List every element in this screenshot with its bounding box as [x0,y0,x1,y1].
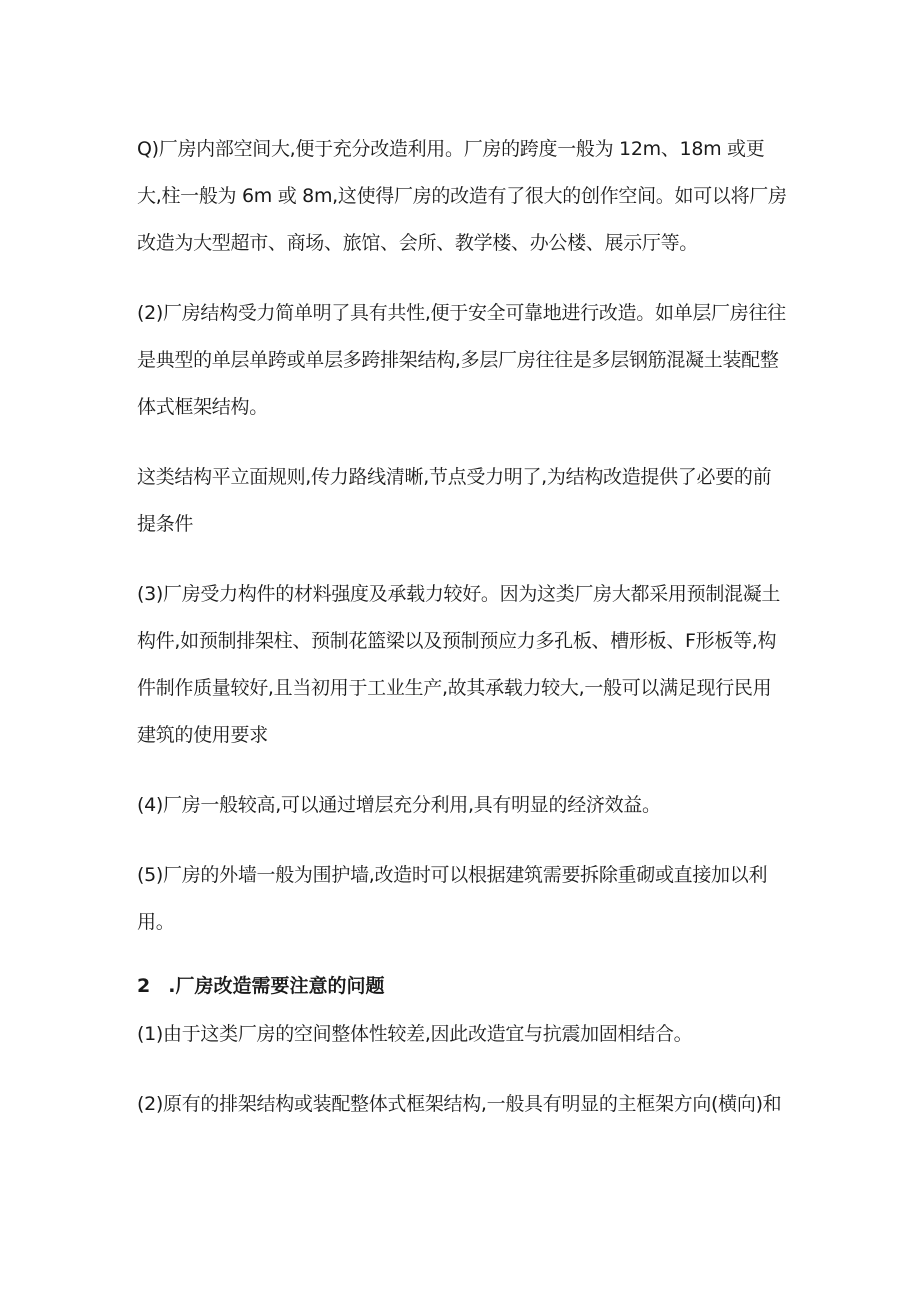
paragraph-frame-direction: (2)原有的排架结构或装配整体式框架结构,一般具有明显的主框架方向(横向)和 [137,1093,782,1115]
document-page [137,126,787,1151]
section-heading [137,963,787,1010]
paragraph-structure-regular: 这类结构平立面规则,传力路线清晰,节点受力明了,为结构改造提供了必要的前提条件 [137,466,772,535]
section-title: .厂房改造需要注意的问题 [168,975,385,997]
paragraph-structure-simple: (2)厂房结构受力简单明了具有共性,便于安全可靠地进行改造。如单层厂房往往是典型的单层单跨或单层多跨排架结构,多层厂房往往是多层钢筋混凝土装配整体式框架结构。 [137,302,786,418]
paragraph-height-advantage: (4)厂房一般较高,可以通过增层充分利用,具有明显的经济效益。 [137,794,661,816]
section-number: 2 [137,975,151,997]
paragraph-material-strength: (3)厂房受力构件的材料强度及承载力较好。因为这类厂房大都采用预制混凝土构件,如预制排架柱、预制花篮梁以及预制预应力多孔板、槽形板、F形板等,构件制作质量较好,且当初用于工业生产,故其承载力较大,一般可以满足现行民用建筑的使用要求 [137,583,781,746]
paragraph-spatial-advantage: Q)厂房内部空间大,便于充分改造利用。厂房的跨度一般为 12m、18m 或更大,柱一般为 6m 或 8m,这使得厂房的改造有了很大的创作空间。如可以将厂房改造为大型超市、商场、旅馆、会所、教学楼、办公楼、展示厅等。 [137,138,787,254]
paragraph-seismic-reinforcement: (1)由于这类厂房的空间整体性较差,因此改造宜与抗震加固相结合。 [137,1023,693,1045]
paragraph-exterior-wall: (5)厂房的外墙一般为围护墙,改造时可以根据建筑需要拆除重砌或直接加以利用。 [137,864,768,933]
